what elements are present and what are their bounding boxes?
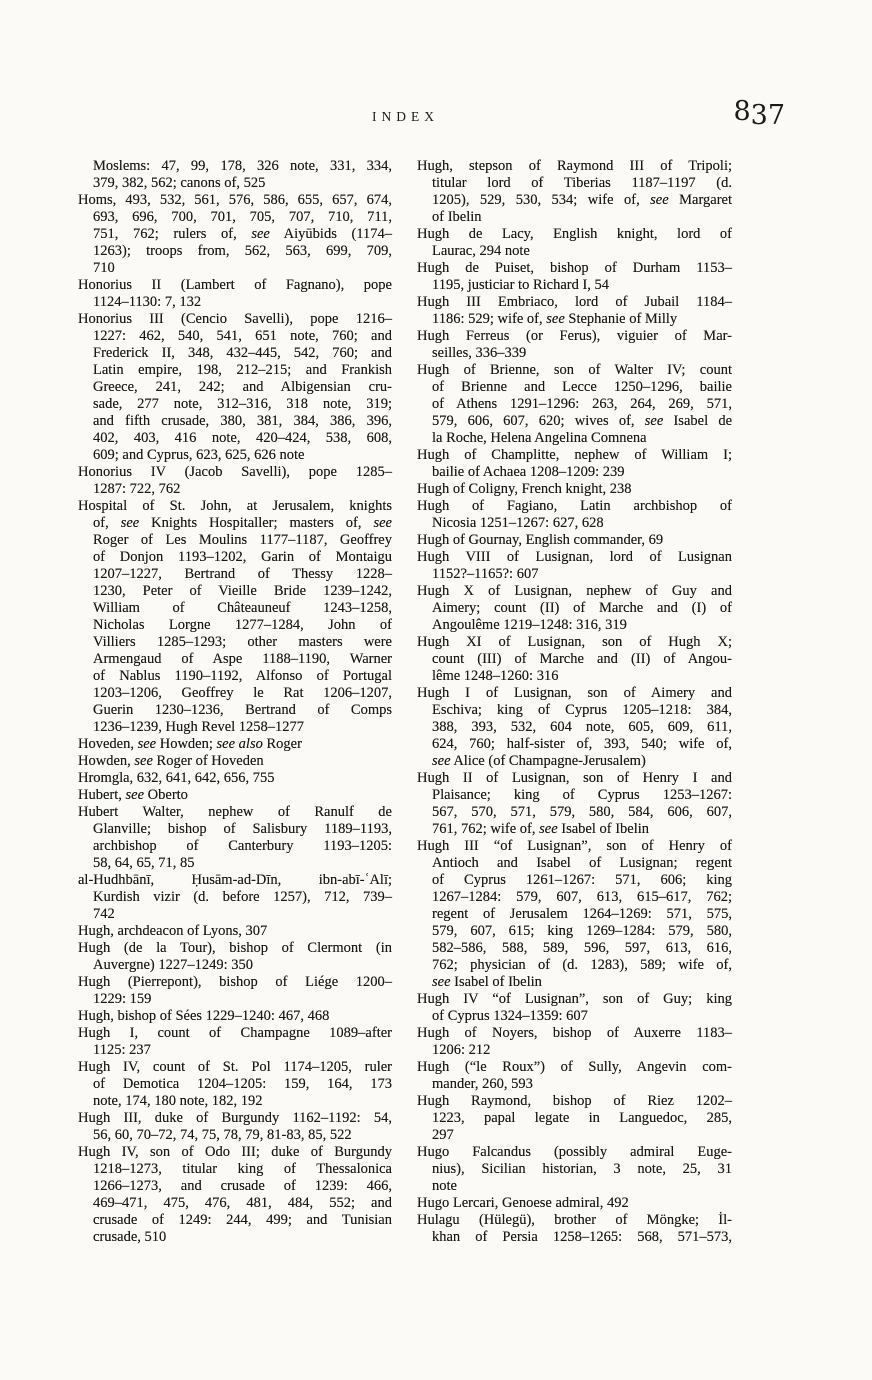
entry-line: 1206: 212 (432, 1042, 491, 1058)
entry-line: Angoulême 1219–1248: 316, 319 (432, 617, 627, 633)
entry-line: bailie of Achaea 1208–1209: 239 (432, 464, 625, 480)
index-entry (417, 770, 732, 838)
cross-reference: see (432, 974, 451, 990)
entry-line: 1227: 462, 540, 541, 651 note, 760; and (93, 328, 392, 344)
entry-line: Latin empire, 198, 212–215; and Frankish (93, 362, 392, 378)
entry-line: khan of Persia 1258–1265: 568, 571–573, (432, 1229, 732, 1245)
entry-line: William of Châteauneuf 1243–1258, (93, 600, 392, 616)
entry-line: Hugh of Noyers, bishop of Auxerre 1183– (417, 1025, 732, 1041)
entry-line: of Donjon 1193–1202, Garin of Montaigu (93, 549, 392, 565)
entry-line: 751, 762; rulers of, see Aiyūbids (1174– (93, 226, 393, 242)
entry-line: Eschiva; king of Cyprus 1205–1218: 384, (432, 702, 732, 718)
entry-line: Auvergne) 1227–1249: 350 (93, 957, 254, 973)
index-entry (78, 1059, 392, 1110)
entry-line: Hulagu (Hülegü), brother of Möngke; İl- (417, 1212, 732, 1228)
entry-line: of Nablus 1190–1192, Alfonso of Portugal (93, 668, 392, 684)
index-entry (78, 736, 392, 753)
entry-line: Hubert, see Oberto (78, 787, 188, 803)
entry-line: 693, 696, 700, 701, 705, 707, 710, 711, (93, 209, 392, 225)
entry-line: Honorius III (Cencio Savelli), pope 1216– (78, 311, 392, 327)
index-entry (417, 447, 732, 481)
entry-line: regent of Jerusalem 1264–1269: 571, 575, (432, 906, 732, 922)
entry-line: nius), Sicilian historian, 3 note, 25, 31 (432, 1161, 732, 1177)
entry-line: Hugh VIII of Lusignan, lord of Lusignan (417, 549, 732, 565)
cross-reference: see (650, 192, 669, 208)
entry-line: Hugh IV, count of St. Pol 1174–1205, ruler (78, 1059, 392, 1075)
entry-line: 469–471, 475, 476, 481, 484, 552; and (93, 1195, 392, 1211)
entry-line: Hugh de Lacy, English knight, lord of (417, 226, 732, 242)
index-entry (417, 1212, 732, 1246)
entry-line: Plaisance; king of Cyprus 1253–1267: (432, 787, 732, 803)
cross-reference: see (120, 515, 140, 531)
entry-line: 1124–1130: 7, 132 (93, 294, 202, 310)
entry-line: Hugh Raymond, bishop of Riez 1202– (417, 1093, 732, 1109)
entry-line: 1205), 529, 530, 534; wife of, see Margaret (432, 192, 732, 208)
entry-line: Hromgla, 632, 641, 642, 656, 755 (78, 770, 275, 786)
index-entry (78, 940, 392, 974)
index-entry (417, 991, 732, 1025)
entry-line: 1223, papal legate in Languedoc, 285, (432, 1110, 732, 1126)
entry-line: 742 (93, 906, 115, 922)
index-entry (78, 311, 392, 464)
entry-line: Hubert Walter, nephew of Ranulf de (78, 804, 392, 820)
entry-line: see Alice (of Champagne-Jerusalem) (432, 753, 646, 769)
page-number-digit: 8 (733, 96, 751, 127)
entry-line: Hugh X of Lusignan, nephew of Guy and (417, 583, 732, 599)
page-number-digit: 3 (750, 100, 768, 131)
index-entry (78, 770, 392, 787)
index-entry (78, 1110, 392, 1144)
entry-line: of, see Knights Hospitaller; masters of, see (93, 515, 392, 531)
entry-line: 1236–1239, Hugh Revel 1258–1277 (93, 719, 305, 735)
index-entry (78, 787, 392, 804)
entry-line: Hugh (Pierrepont), bishop of Liége 1200– (78, 974, 392, 990)
cross-reference: see (546, 311, 565, 327)
entry-line: sade, 277 note, 312–316, 318 note, 319; (93, 396, 392, 412)
entry-line: of Ibelin (432, 209, 482, 225)
index-entry (417, 1059, 732, 1093)
entry-line: Frederick II, 348, 432–445, 542, 760; and (93, 345, 392, 361)
index-entry (78, 1144, 392, 1246)
index-entry (78, 498, 392, 736)
entry-line: 1287: 722, 762 (93, 481, 181, 497)
entry-line: archbishop of Canterbury 1193–1205: (93, 838, 392, 854)
index-entry (417, 549, 732, 583)
entry-line: Hugh IV, son of Odo III; duke of Burgundy (78, 1144, 392, 1160)
entry-line: crusade, 510 (93, 1229, 167, 1245)
cross-reference: see (125, 787, 145, 803)
entry-line: Hugo Lercari, Genoese admiral, 492 (417, 1195, 629, 1211)
cross-reference: see (539, 821, 558, 837)
cross-reference: see (644, 413, 664, 429)
entry-line: Hugh Ferreus (or Ferus), viguier of Mar- (417, 328, 732, 344)
entry-line: 1186: 529; wife of, see Stephanie of Milly (432, 311, 678, 327)
entry-line: Hoveden, see Howden; see also Roger (78, 736, 302, 752)
entry-line: 58, 64, 65, 71, 85 (93, 855, 195, 871)
entry-line: 1125: 237 (93, 1042, 151, 1058)
entry-line: and fifth crusade, 380, 381, 384, 386, 396, (93, 413, 392, 429)
page-number-digit: 7 (767, 100, 785, 131)
index-entry (417, 1093, 732, 1144)
entry-line: Hospital of St. John, at Jerusalem, knights (78, 498, 392, 514)
entry-line: al-Hudhbānī, Ḥusām-ad-Dīn, ibn-abī-ʿAlī; (78, 872, 392, 888)
entry-line: Honorius IV (Jacob Savelli), pope 1285– (78, 464, 392, 480)
index-entry (78, 1008, 392, 1025)
entry-line: 402, 403, 416 note, 420–424, 538, 608, (93, 430, 392, 446)
entry-line: of Brienne and Lecce 1250–1296, bailie (432, 379, 732, 395)
entry-line: 609; and Cyprus, 623, 625, 626 note (93, 447, 305, 463)
entry-line: Hugh, bishop of Sées 1229–1240: 467, 468 (78, 1008, 330, 1024)
entry-line: Villiers 1285–1293; other masters were (93, 634, 392, 650)
entry-line: Homs, 493, 532, 561, 576, 586, 655, 657, 674, (78, 192, 392, 208)
entry-line: Moslems: 47, 99, 178, 326 note, 331, 334, (93, 158, 392, 174)
entry-line: Nicholas Lorgne 1277–1284, John of (93, 617, 392, 633)
entry-line: Hugh of Brienne, son of Walter IV; count (417, 362, 732, 378)
page-title: INDEX (372, 109, 439, 124)
entry-line: note, 174, 180 note, 182, 192 (93, 1093, 263, 1109)
index-entry (78, 464, 392, 498)
entry-line: Greece, 241, 242; and Albigensian cru- (93, 379, 392, 395)
entry-line: lême 1248–1260: 316 (432, 668, 559, 684)
entry-line: 1267–1284: 579, 607, 613, 615–617, 762; (432, 889, 732, 905)
entry-line: Antioch and Isabel of Lusignan; regent (432, 855, 732, 871)
index-entry (417, 583, 732, 634)
index-entry (78, 277, 392, 311)
index-entry (417, 532, 732, 549)
cross-reference: see (432, 753, 451, 769)
entry-line: 1203–1206, Geoffrey le Rat 1206–1207, (93, 685, 392, 701)
entry-line: Armengaud of Aspe 1188–1190, Warner (93, 651, 392, 667)
entry-line: Guerin 1230–1236, Bertrand of Comps (93, 702, 392, 718)
entry-line: mander, 260, 593 (432, 1076, 533, 1092)
entry-line: Hugh, stepson of Raymond III of Tripoli; (417, 158, 732, 174)
entry-line: 761, 762; wife of, see Isabel of Ibelin (432, 821, 650, 837)
entry-line: note (432, 1178, 457, 1194)
entry-line: Hugh, archdeacon of Lyons, 307 (78, 923, 268, 939)
entry-line: Hugh III Embriaco, lord of Jubail 1184– (417, 294, 732, 310)
index-entry (417, 685, 732, 770)
entry-line: Hugh of Coligny, French knight, 238 (417, 481, 632, 497)
entry-line: 1263); troops from, 562, 563, 699, 709, (93, 243, 392, 259)
index-entry (417, 1025, 732, 1059)
entry-line: Laurac, 294 note (432, 243, 530, 259)
entry-line: 1207–1227, Bertrand of Thessy 1228– (93, 566, 392, 582)
entry-line: see Isabel of Ibelin (432, 974, 542, 990)
index-entry (78, 1025, 392, 1059)
entry-line: Hugh III “of Lusignan”, son of Henry of (417, 838, 732, 854)
index-entry (417, 158, 732, 226)
entry-line: Nicosia 1251–1267: 627, 628 (432, 515, 604, 531)
entry-line: 1266–1273, and crusade of 1239: 466, (93, 1178, 392, 1194)
entry-line: Hugh (“le Roux”) of Sully, Angevin com- (417, 1059, 732, 1075)
entry-line: 624, 760; half-sister of, 393, 540; wife of, (432, 736, 732, 752)
entry-line: 56, 60, 70–72, 74, 75, 78, 79, 81-83, 85, 522 (93, 1127, 352, 1143)
entry-line: Hugh of Gournay, English commander, 69 (417, 532, 664, 548)
entry-line: Hugo Falcandus (possibly admiral Euge- (417, 1144, 732, 1160)
entry-line: 1195, justiciar to Richard I, 54 (432, 277, 610, 293)
entry-line: Kurdish vizir (d. before 1257), 712, 739– (93, 889, 392, 905)
entry-line: la Roche, Helena Angelina Comnena (432, 430, 647, 446)
page-number (640, 96, 785, 131)
entry-line: of Athens 1291–1296: 263, 264, 269, 571, (432, 396, 732, 412)
index-entry (417, 634, 732, 685)
entry-line: 1152?–1165?: 607 (432, 566, 539, 582)
entry-line: 379, 382, 562; canons of, 525 (93, 175, 266, 191)
index-entry (417, 1195, 732, 1212)
index-entry (417, 226, 732, 260)
entry-line: 388, 393, 532, 604 note, 605, 609, 611, (432, 719, 732, 735)
index-entry (417, 1144, 732, 1195)
index-column-left (78, 158, 392, 1246)
index-entry (78, 192, 392, 277)
entry-line: 567, 570, 571, 579, 580, 584, 606, 607, (432, 804, 732, 820)
entry-line: 582–586, 588, 589, 596, 597, 613, 616, (432, 940, 732, 956)
entry-line: Glanville; bishop of Salisbury 1189–1193, (93, 821, 392, 837)
entry-line: Hugh of Fagiano, Latin archbishop of (417, 498, 732, 514)
entry-line: titular lord of Tiberias 1187–1197 (d. (432, 175, 732, 191)
index-entry (78, 872, 392, 923)
entry-line: 1230, Peter of Vieille Bride 1239–1242, (93, 583, 392, 599)
index-entry (78, 804, 392, 872)
entry-line: count (III) of Marche and (II) of Angou- (432, 651, 732, 667)
entry-line: Honorius II (Lambert of Fagnano), pope (78, 277, 392, 293)
entry-line: of Demotica 1204–1205: 159, 164, 173 (93, 1076, 392, 1092)
entry-line: Hugh III, duke of Burgundy 1162–1192: 54, (78, 1110, 392, 1126)
entry-line: Aimery; count (II) of Marche and (I) of (432, 600, 732, 616)
index-entry (78, 923, 392, 940)
entry-line: Hugh II of Lusignan, son of Henry I and (417, 770, 732, 786)
entry-line: 579, 606, 607, 620; wives of, see Isabel de (432, 413, 733, 429)
entry-line: Hugh (de la Tour), bishop of Clermont (in (78, 940, 392, 956)
index-column-right (417, 158, 732, 1246)
entry-line: Hugh of Champlitte, nephew of William I; (417, 447, 732, 463)
cross-reference: see (137, 736, 157, 752)
entry-line: of Cyprus 1324–1359: 607 (432, 1008, 588, 1024)
entry-line: Howden, see Roger of Hoveden (78, 753, 264, 769)
cross-reference: see (134, 753, 153, 769)
cross-reference: see (251, 226, 270, 242)
index-entry (417, 481, 732, 498)
entry-line: 1218–1273, titular king of Thessalonica (93, 1161, 392, 1177)
entry-line: 762; physician of (d. 1283), 589; wife of, (432, 957, 732, 973)
index-entry (417, 838, 732, 991)
index-entry (417, 362, 732, 447)
entry-line: Hugh I, count of Champagne 1089–after (78, 1025, 392, 1041)
index-entry (417, 260, 732, 294)
entry-line: Hugh XI of Lusignan, son of Hugh X; (417, 634, 732, 650)
entry-line: of Cyprus 1261–1267: 571, 606; king (432, 872, 732, 888)
index-entry (78, 753, 392, 770)
index-entry (78, 974, 392, 1008)
entry-line: 579, 607, 615; king 1269–1284: 579, 580, (432, 923, 732, 939)
entry-line: Hugh de Puiset, bishop of Durham 1153– (417, 260, 732, 276)
index-entry (417, 498, 732, 532)
index-entry (78, 158, 392, 192)
index-entry (417, 328, 732, 362)
cross-reference: see also (216, 736, 263, 752)
entry-line: crusade of 1249: 244, 499; and Tunisian (93, 1212, 392, 1228)
entry-line: 1229: 159 (93, 991, 152, 1007)
index-entry (417, 294, 732, 328)
cross-reference: see (373, 515, 392, 531)
entry-line: 710 (93, 260, 115, 276)
entry-line: seilles, 336–339 (432, 345, 527, 361)
entry-line: Roger of Les Moulins 1177–1187, Geoffrey (93, 532, 392, 548)
entry-line: Hugh IV “of Lusignan”, son of Guy; king (417, 991, 732, 1007)
entry-line: 297 (432, 1127, 454, 1143)
entry-line: Hugh I of Lusignan, son of Aimery and (417, 685, 732, 701)
